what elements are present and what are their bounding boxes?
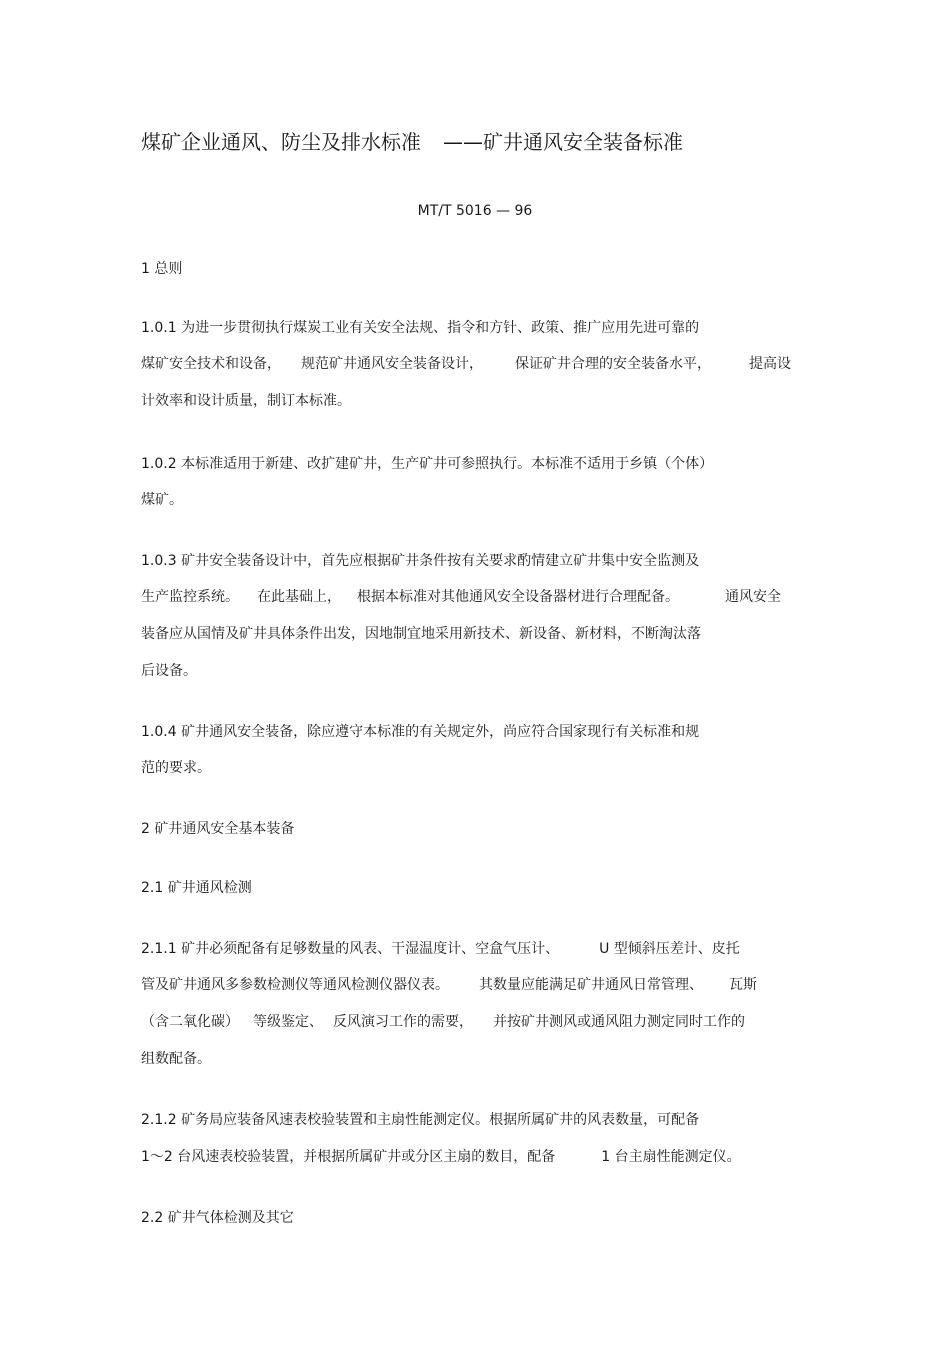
- segment: 1 台主扇性能测定仪。: [601, 1149, 741, 1165]
- segment: 并按矿井测风或通风阻力测定同时工作的: [493, 1014, 745, 1030]
- segment: 2.1.1 矿井必须配备有足够数量的风表、干湿温度计、空盒气压计、: [141, 941, 560, 957]
- paragraph-1-0-3-line-4: 后设备。: [141, 663, 197, 679]
- paragraph-2-1-2-line-1: 2.1.2 矿务局应装备风速表校验装置和主扇性能测定仪。根据所属矿井的风表数量，可配备: [141, 1112, 700, 1128]
- title-sub: ——矿井通风安全装备标准: [443, 130, 683, 154]
- paragraph-1-0-4-line-2: 范的要求。: [141, 760, 211, 776]
- segment: 1～2 台风速表校验装置，并根据所属矿井或分区主扇的数目，配备: [141, 1149, 556, 1165]
- paragraph-1-0-1-line-3: 计效率和设计质量，制订本标准。: [141, 393, 351, 409]
- paragraph-1-0-3-line-1: 1.0.3 矿井安全装备设计中，首先应根据矿井条件按有关要求酌情建立矿井集中安全监测及: [141, 553, 700, 569]
- paragraph-1-0-2-line-1: 1.0.2 本标准适用于新建、改扩建矿井，生产矿井可参照执行。本标准不适用于乡镇（个体）: [141, 456, 714, 472]
- segment: 通风安全: [725, 589, 781, 605]
- paragraph-2-1-1-line-2: [141, 975, 757, 995]
- document-title: [141, 128, 683, 156]
- segment: 在此基础上，: [257, 589, 341, 605]
- segment: 反风演习工作的需要，: [333, 1014, 473, 1030]
- segment: U 型倾斜压差计、皮托: [599, 941, 740, 957]
- paragraph-1-0-1-line-1: 1.0.1 为进一步贯彻执行煤炭工业有关安全法规、指令和方针、政策、推广应用先进可靠的: [141, 320, 700, 336]
- paragraph-2-1-1-line-3: [141, 1012, 745, 1032]
- segment: 煤矿安全技术和设备，: [141, 356, 281, 372]
- segment: 瓦斯: [729, 977, 757, 993]
- segment: 管及矿井通风多参数检测仪等通风检测仪器仪表。: [141, 977, 449, 993]
- standard-code: MT/T 5016 — 96: [417, 203, 533, 219]
- paragraph-1-0-2-line-2: 煤矿。: [141, 492, 183, 508]
- segment: （含二氧化碳）: [141, 1014, 239, 1030]
- section-1-heading: 1 总则: [141, 261, 183, 277]
- paragraph-1-0-4-line-1: 1.0.4 矿井通风安全装备，除应遵守本标准的有关规定外，尚应符合国家现行有关标准和规: [141, 724, 700, 740]
- title-main: 煤矿企业通风、防尘及排水标准: [141, 130, 421, 154]
- segment: 规范矿井通风安全装备设计，: [301, 356, 483, 372]
- paragraph-2-1-2-line-2: [141, 1147, 741, 1167]
- segment: 生产监控系统。: [141, 589, 239, 605]
- paragraph-2-1-1-line-1: [141, 939, 740, 959]
- section-2-2-heading: 2.2 矿井气体检测及其它: [141, 1210, 294, 1226]
- segment: 提高设: [749, 356, 791, 372]
- segment: 保证矿井合理的安全装备水平，: [515, 356, 711, 372]
- paragraph-1-0-1-line-2: [141, 354, 791, 374]
- segment: 根据本标准对其他通风安全设备器材进行合理配备。: [357, 589, 679, 605]
- section-2-heading: 2 矿井通风安全基本装备: [141, 821, 295, 837]
- paragraph-1-0-3-line-2: [141, 587, 781, 607]
- paragraph-1-0-3-line-3: 装备应从国情及矿井具体条件出发，因地制宜地采用新技术、新设备、新材料，不断淘汰落: [141, 626, 701, 642]
- segment: 其数量应能满足矿井通风日常管理、: [479, 977, 703, 993]
- paragraph-2-1-1-line-4: 组数配备。: [141, 1051, 211, 1067]
- section-2-1-heading: 2.1 矿井通风检测: [141, 880, 252, 896]
- segment: 等级鉴定、: [253, 1014, 323, 1030]
